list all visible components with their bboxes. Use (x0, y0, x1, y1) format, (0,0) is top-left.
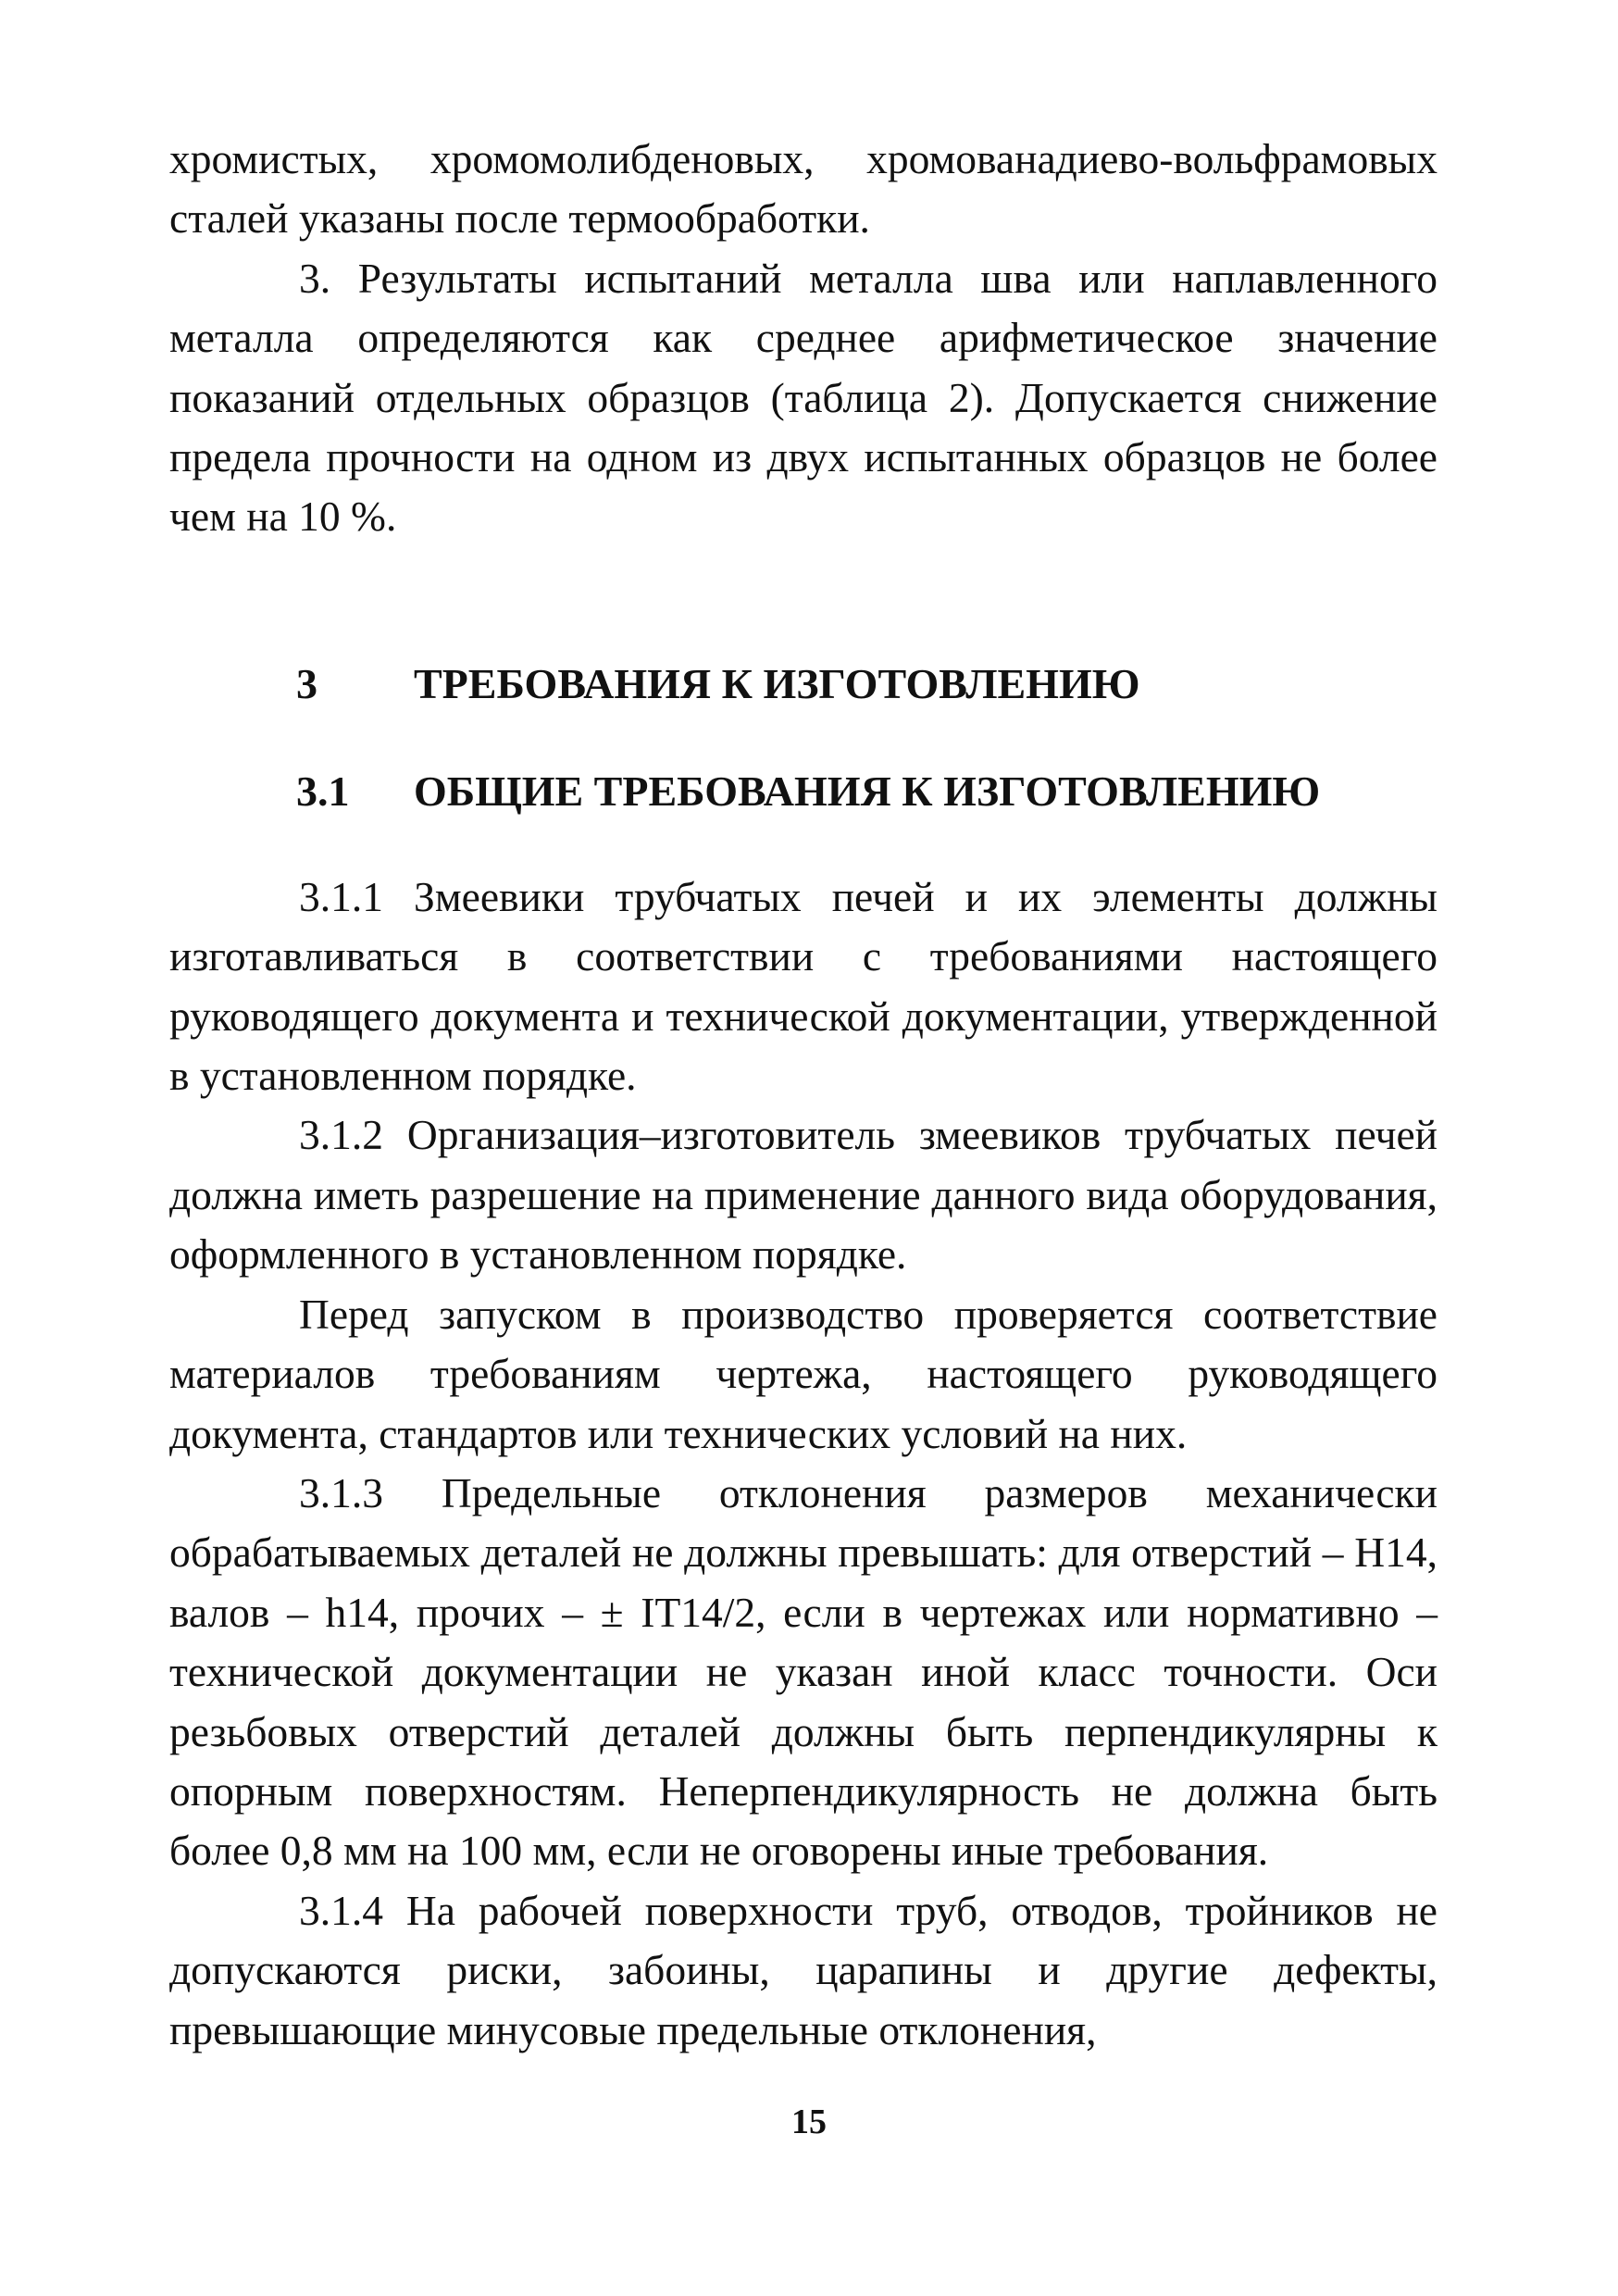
paragraph-3-1-3: 3.1.3 Предельные отклонения размеров механически обрабатываемых деталей не должны превышать: для отверстий – Н14, валов – h14, прочих – ± IT14/2, если в чертежах или нормативно – технической документации не указан иной класс точности. Оси резьбовых отверстий деталей должны быть перпендикулярны к опорным поверхностям. Неперпендикулярность не должна быть более 0,8 мм на 100 мм, если не оговорены иные требования. (169, 1468, 1438, 1875)
section-number: 3.1 (296, 767, 350, 815)
paragraph-3-1-2: 3.1.2 Организация–изготовитель змеевиков трубчатых печей должна иметь разрешение на применение данного вида оборудования, оформленного в установленном порядке. (169, 1111, 1438, 1279)
section-number: 3 (296, 659, 317, 707)
section-heading-3-1 (169, 762, 1438, 821)
paragraph-3-1-1: 3.1.1 Змеевики трубчатых печей и их элементы должны изготавливаться в соответствии с требованиями настоящего руководящего документа и технической документации, утвержденной в установленном порядке. (169, 872, 1438, 1100)
section-heading-3 (169, 655, 1438, 714)
paragraph-3-1-2-continued: Перед запуском в производство проверяется соответствие материалов требованиям чертежа, настоящего руководящего документа, стандартов или технических условий на них. (169, 1290, 1438, 1457)
page-number: 15 (791, 2103, 827, 2141)
paragraph-3-1-4: 3.1.4 На рабочей поверхности труб, отводов, тройников не допускаются риски, забоины, царапины и другие дефекты, превышающие минусовые предельные отклонения, (169, 1886, 1438, 2053)
paragraph-note-3: 3. Результаты испытаний металла шва или наплавленного металла определяются как среднее арифметическое значение показаний отдельных образцов (таблица 2). Допускается снижение предела прочности на одном из двух испытанных образцов не более чем на 10 %. (169, 254, 1438, 541)
section-title: ОБЩИЕ ТРЕБОВАНИЯ К ИЗГОТОВЛЕНИЮ (414, 767, 1321, 815)
section-title: ТРЕБОВАНИЯ К ИЗГОТОВЛЕНИЮ (414, 659, 1140, 707)
paragraph-continuation: хромистых, хромомолибденовых, хромованадиево-вольфрамовых сталей указаны после термообработки. (169, 135, 1438, 243)
page-content (169, 130, 1438, 2060)
